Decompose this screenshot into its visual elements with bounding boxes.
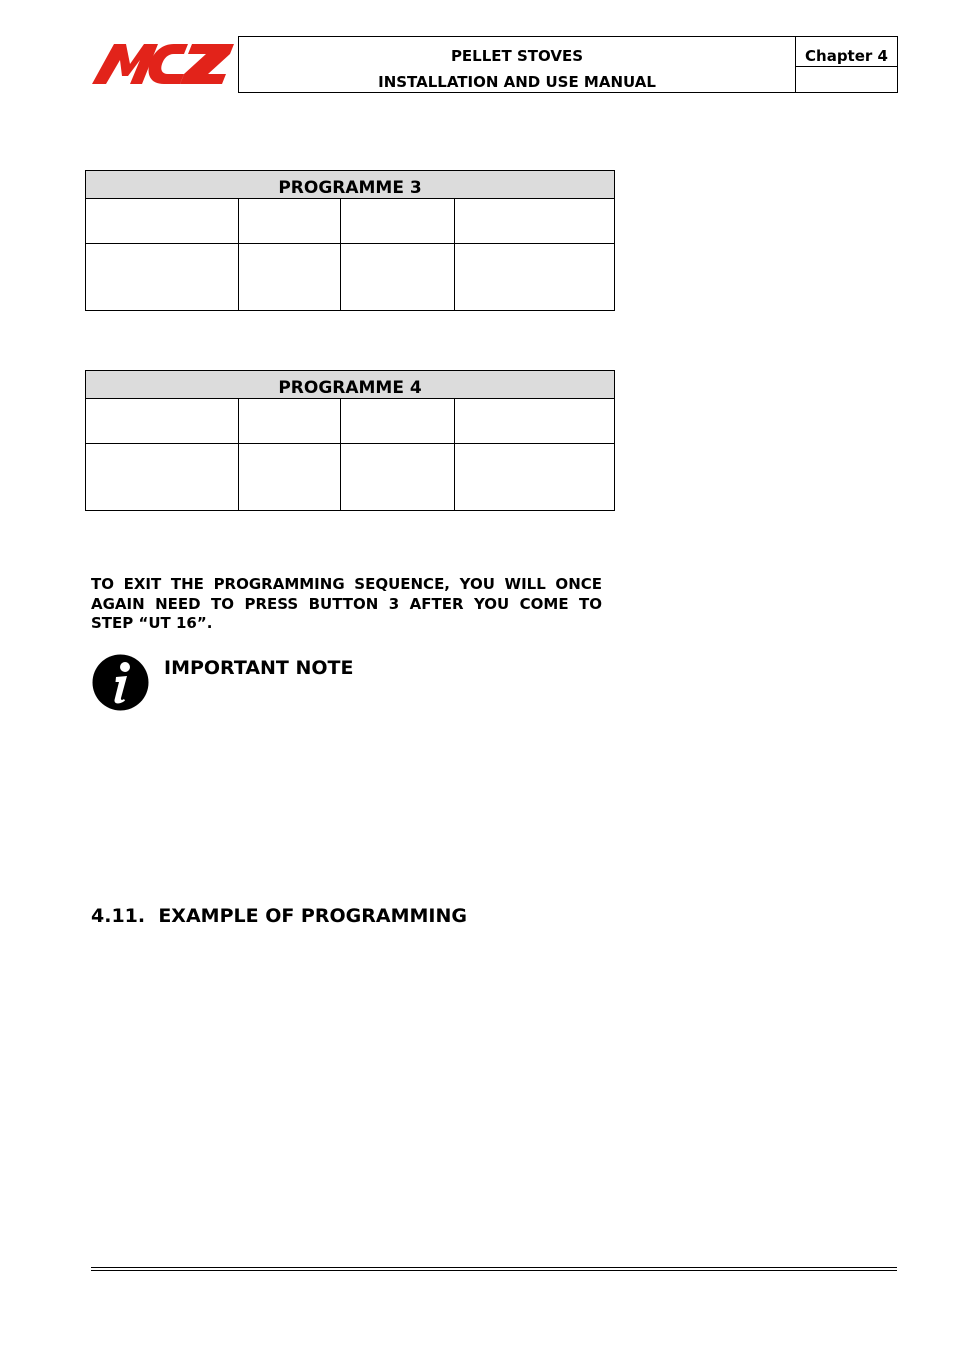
footer-rule (91, 1267, 897, 1268)
table-cell (455, 444, 615, 511)
chapter-label: Chapter 4 (796, 37, 897, 67)
table-cell (239, 244, 341, 311)
table-cell (455, 244, 615, 311)
header-title-line2: INSTALLATION AND USE MANUAL (378, 73, 656, 91)
table-cell (86, 244, 239, 311)
programme-3-table (85, 170, 615, 311)
table-cell (86, 444, 239, 511)
programme-4-title: PROGRAMME 4 (86, 371, 615, 399)
important-note-title: IMPORTANT NOTE (164, 657, 354, 679)
table-cell (86, 199, 239, 244)
table-cell (341, 244, 455, 311)
exit-instruction-text: TO EXIT THE PROGRAMMING SEQUENCE, YOU WILL ONCE AGAIN NEED TO PRESS BUTTON 3 AFTER YOU COME TO STEP “UT 16”. (91, 575, 602, 632)
header-box (238, 36, 898, 93)
table-cell (239, 444, 341, 511)
table-cell (341, 199, 455, 244)
header-chapter-cell (796, 37, 897, 92)
header-title-line1: PELLET STOVES (450, 47, 584, 65)
info-icon (92, 654, 149, 711)
section-heading: 4.11. EXAMPLE OF PROGRAMMING (91, 905, 467, 927)
footer-rule (91, 1270, 897, 1271)
table-cell (86, 399, 239, 444)
mcz-logo (92, 42, 234, 86)
table-cell (239, 399, 341, 444)
header-title-cell (239, 37, 796, 92)
table-cell (455, 199, 615, 244)
table-cell (341, 399, 455, 444)
table-cell (455, 399, 615, 444)
programme-3-title: PROGRAMME 3 (86, 171, 615, 199)
table-cell (341, 444, 455, 511)
table-cell (239, 199, 341, 244)
programme-4-table (85, 370, 615, 511)
